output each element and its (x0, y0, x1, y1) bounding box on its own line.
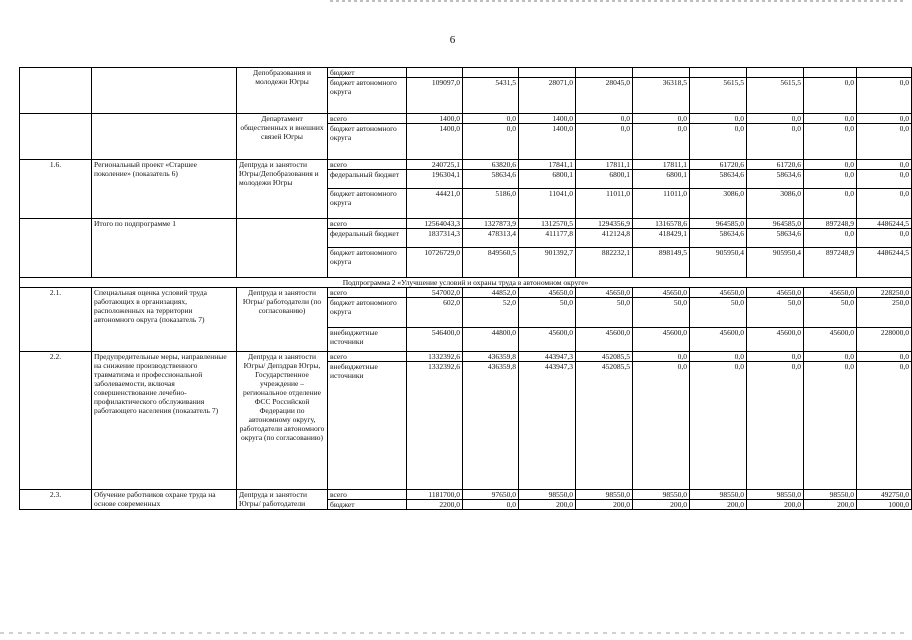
cell-value: 58634,6 (463, 170, 519, 189)
cell-value: 45600,0 (804, 328, 857, 352)
cell-value: 6800,1 (576, 170, 633, 189)
cell-value: 0,0 (857, 352, 912, 362)
cell-value: 97650,0 (463, 490, 519, 500)
cell-value: 452085,5 (576, 352, 633, 362)
cell-value: 1332392,6 (407, 362, 463, 490)
cell-value: 0,0 (463, 500, 519, 510)
cell-value: 45650,0 (519, 288, 576, 298)
cell-value: 0,0 (857, 170, 912, 189)
cell-value: 412124,8 (576, 229, 633, 248)
cell-value: 10726729,0 (407, 248, 463, 278)
cell-executor: Департамент общественных и внешних связей Югры (237, 114, 328, 160)
budget-table (19, 67, 912, 510)
cell-value: 4486244,5 (857, 248, 912, 278)
cell-value: 200,0 (519, 500, 576, 510)
cell-value: 0,0 (857, 362, 912, 490)
cell-executor: Депобразования и молодежи Югры (237, 68, 328, 114)
cell-value: 0,0 (804, 114, 857, 124)
cell-value: 897248,9 (804, 219, 857, 229)
cell-source: всего (328, 114, 407, 124)
cell-name: Региональный проект «Старшее поколение» (показатель 6) (92, 160, 237, 219)
cell-value: 478313,4 (463, 229, 519, 248)
cell-name (92, 114, 237, 160)
cell-source: всего (328, 219, 407, 229)
cell-value: 36318,5 (633, 78, 690, 114)
cell-value: 0,0 (857, 189, 912, 219)
cell-value: 0,0 (804, 78, 857, 114)
cell-value: 17811,1 (576, 160, 633, 170)
cell-value: 0,0 (857, 114, 912, 124)
cell-value: 5615,5 (747, 78, 804, 114)
cell-executor: Депtруда и занятости Югры/Депобразования и молодежи Югры (237, 160, 328, 219)
cell-value: 0,0 (857, 160, 912, 170)
cell-value: 5431,5 (463, 78, 519, 114)
cell-value: 0,0 (804, 160, 857, 170)
cell-source: бюджет (328, 68, 407, 78)
cell-value: 5186,0 (463, 189, 519, 219)
cell-value: 228250,0 (857, 288, 912, 298)
cell-num (20, 68, 92, 114)
cell-value: 1312570,5 (519, 219, 576, 229)
cell-value: 0,0 (690, 114, 747, 124)
cell-value: 200,0 (633, 500, 690, 510)
cell-value: 5615,5 (690, 78, 747, 114)
cell-total-name: Итого по подпрограмме 1 (92, 219, 237, 278)
cell-value: 0,0 (747, 114, 804, 124)
cell-value: 0,0 (747, 124, 804, 160)
cell-value: 240725,1 (407, 160, 463, 170)
cell-source: бюджет автономного округа (328, 298, 407, 328)
cell-value: 2200,0 (407, 500, 463, 510)
cell-value: 897248,9 (804, 248, 857, 278)
cell-value: 4486244,5 (857, 219, 912, 229)
cell-value: 546400,0 (407, 328, 463, 352)
cell-num (20, 114, 92, 160)
cell-value: 964585,0 (690, 219, 747, 229)
cell-value: 58634,6 (690, 170, 747, 189)
table-body (20, 68, 912, 510)
cell-value: 98550,0 (576, 490, 633, 500)
cell-value: 6800,1 (633, 170, 690, 189)
subprogram-header: Подпрограмма 2 «Улучшение условий и охраны труда в автономном округе» (20, 278, 912, 288)
cell-value: 898149,5 (633, 248, 690, 278)
cell-value: 58634,6 (690, 229, 747, 248)
cell-value: 1316578,6 (633, 219, 690, 229)
cell-value: 0,0 (633, 352, 690, 362)
cell-source: бюджет автономного округа (328, 124, 407, 160)
cell-value: 0,0 (690, 124, 747, 160)
cell-value: 901392,7 (519, 248, 576, 278)
cell-value: 196304,1 (407, 170, 463, 189)
cell-value: 45650,0 (633, 288, 690, 298)
cell-value: 1837314,3 (407, 229, 463, 248)
cell-value: 45600,0 (633, 328, 690, 352)
cell-source: федеральный бюджет (328, 229, 407, 248)
cell-value: 3086,0 (690, 189, 747, 219)
scan-artifact-bottom (0, 632, 905, 634)
cell-value: 0,0 (690, 362, 747, 490)
cell-name: Обучение работников охране труда на основе современных (92, 490, 237, 510)
cell-source: всего (328, 352, 407, 362)
cell-value: 98550,0 (633, 490, 690, 500)
cell-value: 1327873,9 (463, 219, 519, 229)
cell-executor: Депtруда и занятости Югры/ работодатели (по согласованию) (237, 288, 328, 352)
cell-value: 50,0 (633, 298, 690, 328)
cell-executor (237, 219, 328, 278)
table-row (20, 219, 912, 229)
cell-value: 1400,0 (407, 114, 463, 124)
cell-value: 12564043,3 (407, 219, 463, 229)
cell-value: 50,0 (576, 298, 633, 328)
cell-source: бюджет автономного округа (328, 189, 407, 219)
cell-value: 11011,0 (576, 189, 633, 219)
cell-value: 0,0 (576, 114, 633, 124)
cell-name: Специальная оценка условий труда работающих в организациях, расположенных на территории автономного округа (показатель 7) (92, 288, 237, 352)
cell-value: 45650,0 (747, 288, 804, 298)
cell-source: внебюджетные источники (328, 362, 407, 490)
page-number: 6 (449, 34, 456, 46)
cell-value: 17811,1 (633, 160, 690, 170)
cell-num: 1.6. (20, 160, 92, 219)
cell-value: 0,0 (804, 362, 857, 490)
cell-value: 250,0 (857, 298, 912, 328)
cell-value: 50,0 (519, 298, 576, 328)
cell-value: 443947,3 (519, 352, 576, 362)
cell-value: 200,0 (804, 500, 857, 510)
cell-value: 1400,0 (519, 124, 576, 160)
table-row (20, 278, 912, 288)
cell-value: 0,0 (633, 124, 690, 160)
cell-source: всего (328, 490, 407, 500)
cell-value: 0,0 (463, 124, 519, 160)
cell-value: 61720,6 (747, 160, 804, 170)
cell-value: 0,0 (463, 114, 519, 124)
cell-value: 98550,0 (519, 490, 576, 500)
cell-value: 0,0 (857, 229, 912, 248)
cell-value: 849560,5 (463, 248, 519, 278)
cell-value: 443947,3 (519, 362, 576, 490)
cell-value: 98550,0 (690, 490, 747, 500)
cell-value: 58634,6 (747, 229, 804, 248)
scan-artifact-top (330, 0, 905, 2)
cell-value: 44852,0 (463, 288, 519, 298)
cell-value: 418429,1 (633, 229, 690, 248)
cell-value: 200,0 (576, 500, 633, 510)
cell-value: 905950,4 (747, 248, 804, 278)
cell-value: 61720,6 (690, 160, 747, 170)
cell-value: 28071,0 (519, 78, 576, 114)
cell-name (92, 68, 237, 114)
cell-value: 0,0 (747, 352, 804, 362)
cell-value: 1000,0 (857, 500, 912, 510)
cell-source: бюджет автономного округа (328, 78, 407, 114)
cell-value: 0,0 (747, 362, 804, 490)
cell-value: 0,0 (804, 189, 857, 219)
cell-value: 436359,8 (463, 352, 519, 362)
cell-value: 964585,0 (747, 219, 804, 229)
cell-value: 109097,0 (407, 78, 463, 114)
cell-value: 200,0 (747, 500, 804, 510)
cell-value: 50,0 (747, 298, 804, 328)
table-row (20, 114, 912, 124)
cell-value: 0,0 (576, 124, 633, 160)
cell-value: 882232,1 (576, 248, 633, 278)
cell-value: 0,0 (804, 124, 857, 160)
cell-executor: Депtруда и занятости Югры/ Депздрав Югры, Государственное учреждение – региональное отделение ФСС Российской Федерации по автономному округу, работодатели автономного округа (по согласованию) (237, 352, 328, 490)
cell-value: 492750,0 (857, 490, 912, 500)
cell-value: 45650,0 (804, 288, 857, 298)
cell-value: 1181700,0 (407, 490, 463, 500)
table-row (20, 490, 912, 500)
cell-source: бюджет (328, 500, 407, 510)
cell-num (20, 219, 92, 278)
cell-value: 0,0 (804, 352, 857, 362)
cell-value: 602,0 (407, 298, 463, 328)
cell-value: 3086,0 (747, 189, 804, 219)
cell-value: 547002,0 (407, 288, 463, 298)
cell-value: 11011,0 (633, 189, 690, 219)
cell-value: 1400,0 (519, 114, 576, 124)
cell-value: 200,0 (690, 500, 747, 510)
cell-value: 228000,0 (857, 328, 912, 352)
cell-executor: Депtруда и занятости Югры/ работодатели (237, 490, 328, 510)
cell-value: 58634,6 (747, 170, 804, 189)
cell-value: 63820,6 (463, 160, 519, 170)
cell-value: 28045,0 (576, 78, 633, 114)
cell-source: всего (328, 288, 407, 298)
cell-value: 50,0 (804, 298, 857, 328)
cell-value: 17841,1 (519, 160, 576, 170)
cell-value: 50,0 (690, 298, 747, 328)
cell-value: 44800,0 (463, 328, 519, 352)
cell-value: 0,0 (804, 229, 857, 248)
cell-num: 2.1. (20, 288, 92, 352)
cell-value: 0,0 (857, 124, 912, 160)
cell-num: 2.2. (20, 352, 92, 490)
cell-value: 6800,1 (519, 170, 576, 189)
cell-value: 0,0 (690, 352, 747, 362)
cell-value: 411177,8 (519, 229, 576, 248)
cell-value: 1332392,6 (407, 352, 463, 362)
cell-value: 1400,0 (407, 124, 463, 160)
cell-value: 45600,0 (519, 328, 576, 352)
cell-value: 45650,0 (690, 288, 747, 298)
cell-num: 2.3. (20, 490, 92, 510)
cell-value: 0,0 (857, 78, 912, 114)
cell-value: 45600,0 (690, 328, 747, 352)
cell-value: 45600,0 (576, 328, 633, 352)
cell-name: Предупредительные меры, направленные на снижение производственного травматизма и профессиональной заболеваемости, включая совершенствование лечебно-профилактического обслуживания работающего населения (показатель 7) (92, 352, 237, 490)
cell-value: 0,0 (804, 170, 857, 189)
cell-value: 0,0 (633, 114, 690, 124)
cell-value: 98550,0 (747, 490, 804, 500)
table-row (20, 160, 912, 170)
cell-value: 0,0 (633, 362, 690, 490)
table-row (20, 352, 912, 362)
cell-source: бюджет автономного округа (328, 248, 407, 278)
cell-value: 452085,5 (576, 362, 633, 490)
cell-source: всего (328, 160, 407, 170)
cell-value: 45600,0 (747, 328, 804, 352)
cell-source: федеральный бюджет (328, 170, 407, 189)
cell-value: 436359,8 (463, 362, 519, 490)
table-row (20, 68, 912, 78)
table-row (20, 288, 912, 298)
cell-value: 98550,0 (804, 490, 857, 500)
cell-value: 1294356,9 (576, 219, 633, 229)
cell-value: 52,0 (463, 298, 519, 328)
cell-value: 44421,0 (407, 189, 463, 219)
cell-value: 11041,0 (519, 189, 576, 219)
cell-source: внебюджетные источники (328, 328, 407, 352)
cell-value: 905950,4 (690, 248, 747, 278)
cell-value: 45650,0 (576, 288, 633, 298)
